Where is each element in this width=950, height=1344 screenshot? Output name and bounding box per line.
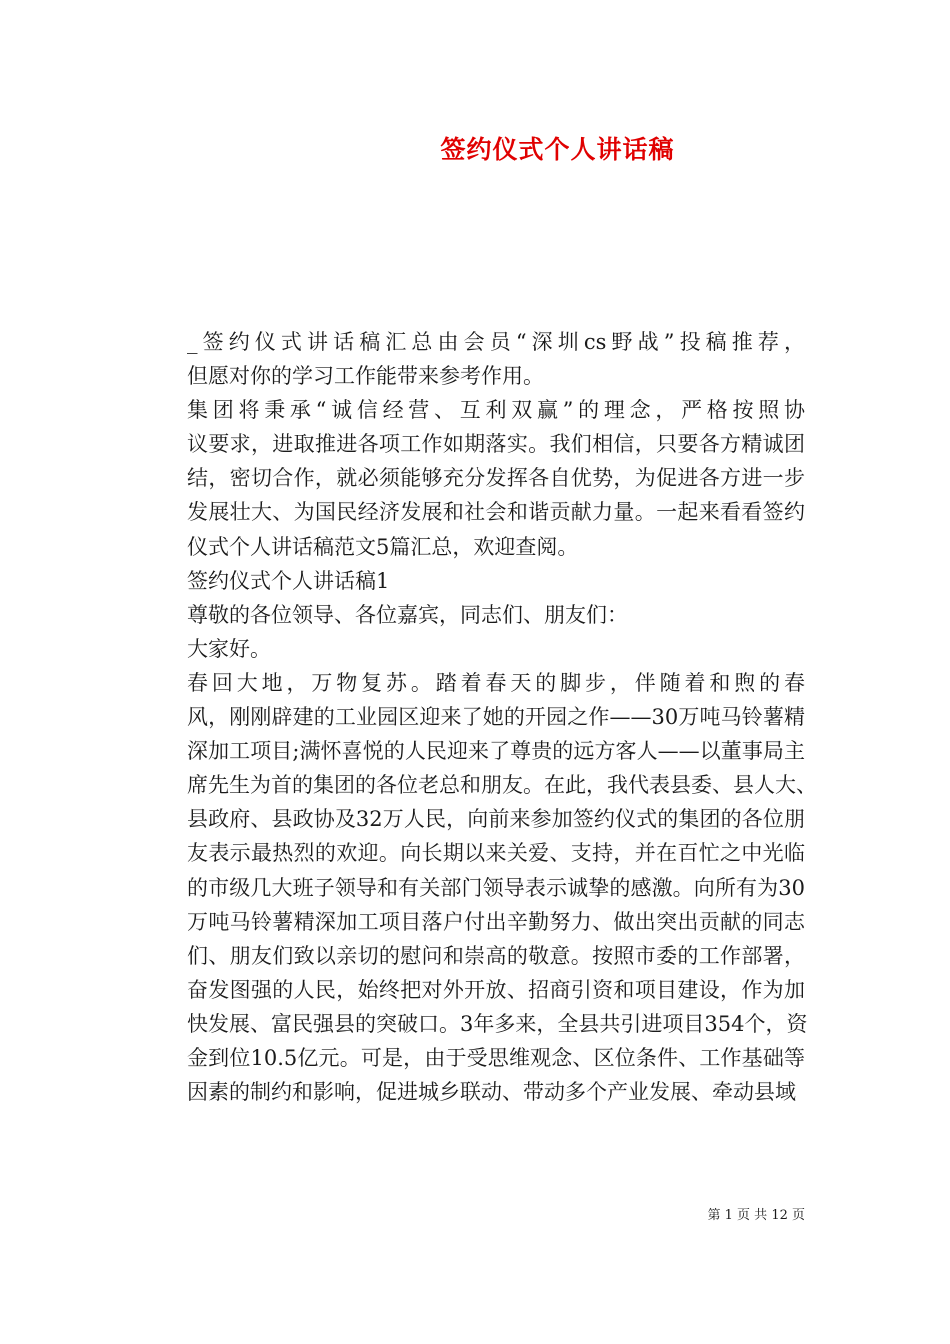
text-line: 友表示最热烈的欢迎。向长期以来关爱、支持，并在百忙之中光临 [187, 841, 805, 866]
text-line: 风，刚刚辟建的工业园区迎来了她的开园之作——30万吨马铃薯精 [187, 705, 805, 730]
text-line: 县政府、县政协及32万人民，向前来参加签约仪式的集团的各位朋 [187, 807, 805, 832]
text-line: 们、朋友们致以亲切的慰问和崇高的敬意。按照市委的工作部署， [187, 943, 805, 968]
text-line: 结，密切合作，就必须能够充分发挥各自优势，为促进各方进一步 [187, 466, 805, 491]
text-line: 万吨马铃薯精深加工项目落户付出辛勤努力、做出突出贡献的同志 [187, 909, 805, 934]
paragraph [145, 598, 805, 632]
text-line: 奋发图强的人民，始终把对外开放、招商引资和项目建设，作为加 [187, 977, 805, 1002]
text-line: 深加工项目;满怀喜悦的人民迎来了尊贵的远方客人——以董事局主 [187, 739, 805, 764]
text-line: 的市级几大班子领导和有关部门领导表示诚挚的感激。向所有为30 [187, 875, 805, 900]
paragraph [145, 393, 805, 563]
text-line: 但愿对你的学习工作能带来参考作用。 [187, 364, 544, 389]
text-line: 议要求，进取推进各项工作如期落实。我们相信，只要各方精诚团 [187, 432, 805, 457]
paragraph [145, 325, 805, 393]
text-line: 席先生为首的集团的各位老总和朋友。在此，我代表县委、县人大、 [187, 773, 817, 798]
paragraph [145, 564, 805, 598]
text-line: 金到位10.5亿元。可是，由于受思维观念、区位条件、工作基础等 [187, 1045, 805, 1070]
document-body [145, 325, 817, 1109]
text-line: 快发展、富民强县的突破口。3年多来，全县共引进项目354个，资 [187, 1011, 808, 1036]
text-line: _签约仪式讲话稿汇总由会员“深圳cs野战”投稿推荐， [187, 330, 805, 354]
text-line: 签约仪式个人讲话稿1 [187, 568, 390, 593]
paragraph [145, 632, 805, 666]
page-number-footer: 第 1 页 共 12 页 [707, 1208, 805, 1223]
document-title: 签约仪式个人讲话稿 [440, 135, 675, 164]
text-line: 仪式个人讲话稿范文5篇汇总，欢迎查阅。 [187, 534, 579, 559]
text-line: 因素的制约和影响，促进城乡联动、带动多个产业发展、牵动县域 [187, 1080, 796, 1105]
text-line: 发展壮大、为国民经济发展和社会和谐贡献力量。一起来看看签约 [187, 500, 805, 525]
paragraph [145, 666, 817, 1109]
text-line: 集团将秉承“诚信经营、互利双赢”的理念，严格按照协 [187, 398, 805, 423]
text-line: 春回大地，万物复苏。踏着春天的脚步，伴随着和煦的春 [187, 670, 805, 695]
text-line: 尊敬的各位领导、各位嘉宾，同志们、朋友们： [187, 602, 628, 627]
text-line: 大家好。 [187, 636, 271, 661]
